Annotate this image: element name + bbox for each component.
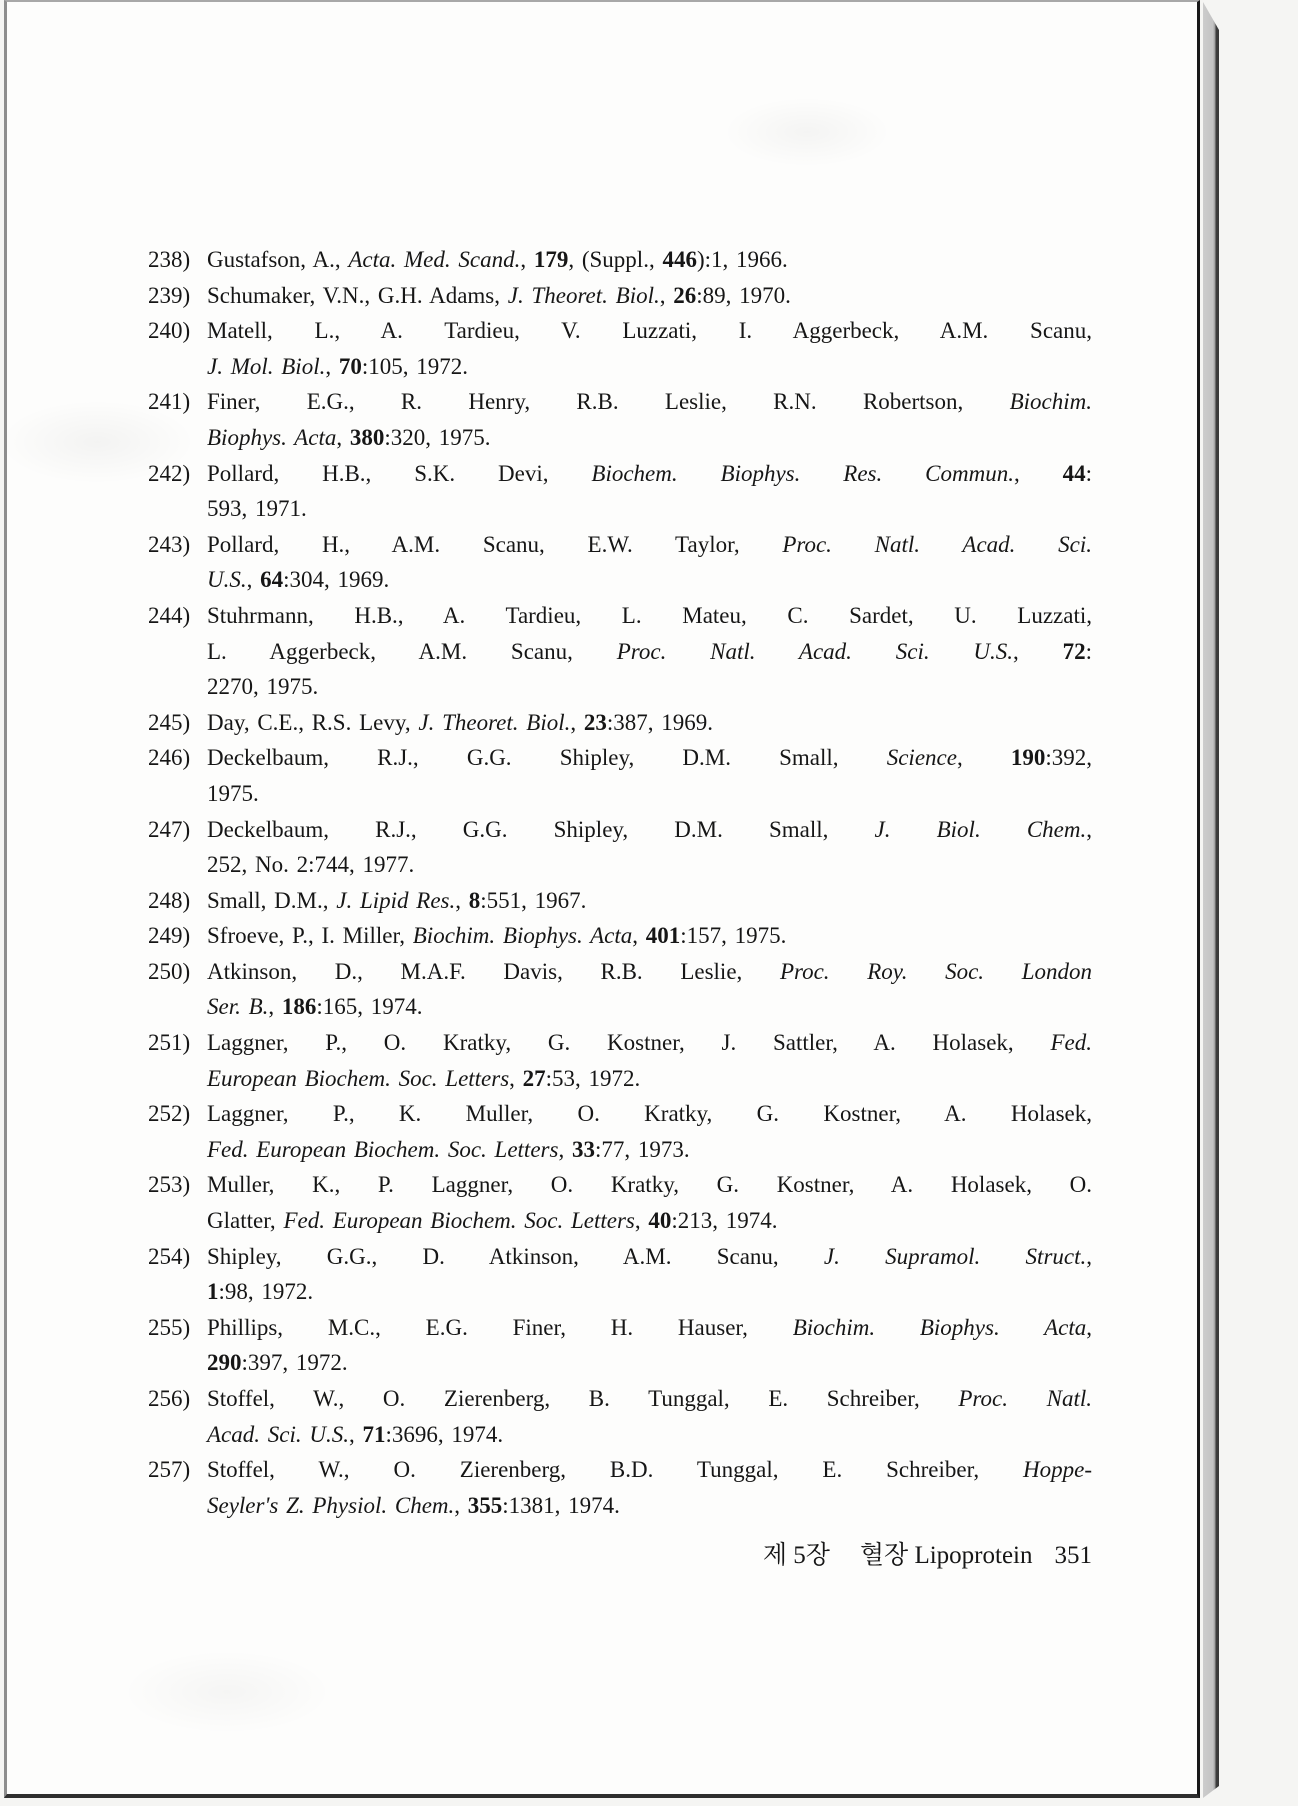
ref-text-segment: Hoppe- — [1023, 1457, 1092, 1483]
ref-text-segment: J. Mol. Biol. — [207, 353, 326, 379]
ref-text-segment: Shipley, G.G., D. Atkinson, A.M. Scanu, — [207, 1243, 824, 1269]
ref-text-segment: Matell, L., A. Tardieu, V. Luzzati, I. Aggerbeck, A.M. Scanu, — [207, 318, 1092, 344]
reference-number: 251) — [148, 1030, 191, 1056]
reference-line — [207, 776, 1092, 812]
reference-line — [207, 634, 1092, 670]
reference-item — [148, 954, 1092, 1025]
ref-text-segment: Pollard, H., A.M. Scanu, E.W. Taylor, — [207, 531, 783, 557]
ref-text-segment: , — [1086, 816, 1092, 842]
ref-text-segment: :551, 1967. — [480, 887, 587, 913]
ref-text-segment: 1 — [207, 1279, 219, 1305]
reference-number: 240) — [148, 318, 191, 344]
ref-text-segment: J. Lipid Res. — [336, 887, 456, 913]
reference-item — [148, 1310, 1092, 1381]
reference-item — [148, 1025, 1092, 1096]
reference-line — [207, 847, 1092, 883]
reference-line — [207, 562, 1092, 598]
ref-text-segment: , — [509, 1065, 523, 1091]
ref-text-segment: , — [659, 282, 674, 308]
reference-line — [207, 954, 1092, 990]
ref-text-segment: , (Suppl., — [568, 247, 663, 272]
reference-item — [148, 883, 1092, 919]
reference-line — [207, 1345, 1092, 1381]
reference-item — [148, 1239, 1092, 1310]
ref-text-segment: Biochem. Biophys. Res. Commun. — [591, 460, 1014, 486]
reference-number: 253) — [148, 1172, 191, 1198]
reference-number: 256) — [148, 1386, 191, 1411]
reference-line — [207, 812, 1092, 848]
ref-text-segment: Deckelbaum, R.J., G.G. Shipley, D.M. Small, — [207, 745, 887, 771]
ref-text-segment: J. Theoret. Biol. — [507, 282, 660, 308]
reference-item — [148, 740, 1092, 811]
reference-line — [207, 527, 1092, 563]
reference-line — [207, 1452, 1092, 1488]
ref-text-segment: 355 — [467, 1492, 503, 1518]
ref-text-segment: , — [455, 887, 469, 913]
ref-text-segment: Gustafson, A., — [207, 247, 349, 272]
reference-number: 241) — [148, 389, 191, 415]
reference-line — [207, 313, 1092, 349]
reference-number: 250) — [148, 958, 191, 984]
ref-text-segment: 64 — [260, 567, 284, 593]
reference-line — [207, 989, 1092, 1025]
reference-item — [148, 527, 1092, 598]
ref-text-segment: 446 — [662, 247, 697, 272]
reference-number: 247) — [148, 816, 191, 842]
ref-text-segment: J. Biol. Chem. — [874, 816, 1087, 842]
reference-number: 244) — [148, 602, 191, 628]
ref-text-segment: , — [634, 1208, 649, 1234]
footer-chapter-label: 제 5장 — [762, 1542, 830, 1569]
ref-text-segment: Phillips, M.C., E.G. Finer, H. Hauser, — [207, 1314, 793, 1340]
reference-number: 243) — [148, 531, 191, 557]
ref-text-segment: 290 — [207, 1350, 242, 1376]
reference-item — [148, 1381, 1092, 1452]
ref-text-segment: European Biochem. Soc. Letters — [207, 1065, 510, 1091]
footer-page-number: 351 — [1054, 1542, 1092, 1569]
ref-text-segment: Laggner, P., K. Muller, O. Kratky, G. Kostner, A. Holasek, — [207, 1101, 1092, 1127]
reference-number: 252) — [148, 1101, 191, 1127]
ref-text-segment: 23 — [583, 709, 607, 735]
ref-text-segment: :165, 1974. — [316, 994, 423, 1020]
reference-line — [207, 1274, 1092, 1310]
ref-text-segment: Biophys. Acta — [207, 424, 337, 450]
ref-text-segment: , — [336, 424, 350, 450]
ref-text-segment: , — [520, 247, 534, 272]
reference-line — [207, 740, 1092, 776]
ref-text-segment: Ser. B. — [207, 994, 269, 1020]
ref-text-segment: , — [268, 994, 282, 1020]
reference-item — [148, 278, 1092, 314]
ref-text-segment: 27 — [522, 1065, 546, 1091]
page-edge-shadow — [1203, 2, 1219, 1798]
reference-item — [148, 456, 1092, 527]
ref-text-segment: Science — [886, 745, 957, 771]
ref-text-segment: Proc. Natl. Acad. Sci. U.S. — [616, 638, 1014, 664]
reference-line — [207, 1310, 1092, 1346]
ref-text-segment: 40 — [648, 1208, 672, 1234]
ref-text-segment: 380 — [349, 424, 385, 450]
ref-text-segment: 8 — [468, 887, 481, 913]
ref-text-segment: 190 — [1010, 745, 1046, 771]
reference-item — [148, 1452, 1092, 1523]
ref-text-segment: , — [325, 353, 339, 379]
ref-text-segment: Biochim. Biophys. Acta — [412, 923, 633, 949]
ref-text-segment: Stoffel, W., O. Zierenberg, B.D. Tunggal, E. Schreiber, — [207, 1457, 1024, 1483]
reference-line — [207, 1132, 1092, 1168]
ref-text-segment: Fed. — [1050, 1030, 1092, 1056]
ref-text-segment: 70 — [338, 353, 362, 379]
reference-number: 248) — [148, 887, 191, 913]
ref-text-segment: :1381, 1974. — [502, 1492, 620, 1518]
ref-text-segment: Seyler's Z. Physiol. Chem. — [207, 1492, 455, 1518]
reference-line — [207, 1061, 1092, 1097]
ref-text-segment: Schumaker, V.N., G.H. Adams, — [207, 282, 508, 308]
reference-line — [207, 384, 1092, 420]
ref-text-segment: : — [1085, 460, 1093, 486]
ref-text-segment: :392, — [1045, 745, 1093, 771]
page-footer — [148, 1540, 1092, 1572]
ref-text-segment: Day, C.E., R.S. Levy, — [207, 709, 419, 735]
reference-line — [207, 918, 1092, 954]
reference-line — [207, 669, 1092, 705]
ref-text-segment: 44 — [1062, 460, 1086, 486]
reference-item — [148, 1167, 1092, 1238]
ref-text-segment: :213, 1974. — [671, 1208, 778, 1234]
ref-text-segment: :89, 1970. — [696, 282, 791, 308]
ref-text-segment: J. Theoret. Biol. — [418, 709, 571, 735]
ref-text-segment: 1975. — [207, 780, 259, 806]
ref-text-segment: Finer, E.G., R. Henry, R.B. Leslie, R.N. Robertson, — [207, 389, 1010, 415]
reference-line — [207, 1381, 1092, 1417]
ref-text-segment: 593, 1971. — [207, 496, 307, 522]
ref-text-segment: Glatter, — [207, 1208, 284, 1234]
ref-text-segment: :397, 1972. — [241, 1350, 348, 1376]
ref-text-segment: , — [570, 709, 584, 735]
ref-text-segment: :157, 1975. — [680, 923, 787, 949]
reference-number: 245) — [148, 709, 191, 735]
ref-text-segment: :98, 1972. — [218, 1279, 314, 1305]
ref-text-segment: L. Aggerbeck, A.M. Scanu, — [207, 638, 617, 664]
reference-line — [207, 420, 1092, 456]
ref-text-segment: Laggner, P., O. Kratky, G. Kostner, J. Sattler, A. Holasek, — [207, 1030, 1051, 1056]
ref-text-segment: , — [558, 1136, 572, 1162]
ref-text-segment: Acad. Sci. U.S. — [207, 1421, 349, 1447]
reference-item — [148, 242, 1092, 278]
ref-text-segment: , — [454, 1492, 468, 1518]
ref-text-segment: Biochim. Biophys. Acta — [792, 1314, 1087, 1340]
reference-line — [207, 1025, 1092, 1061]
ref-text-segment: : — [1085, 638, 1092, 664]
ref-text-segment: Muller, K., P. Laggner, O. Kratky, G. Kostner, A. Holasek, O. — [207, 1172, 1092, 1198]
ref-text-segment: 186 — [281, 994, 317, 1020]
reference-list — [148, 242, 1092, 1523]
reference-line — [207, 883, 1092, 919]
reference-line — [207, 1239, 1092, 1275]
reference-line — [207, 1096, 1092, 1132]
reference-number: 246) — [148, 745, 191, 771]
ref-text-segment: 33 — [571, 1136, 595, 1162]
ref-text-segment: , — [1013, 460, 1063, 486]
ref-text-segment: , — [246, 567, 261, 593]
ref-text-segment: Stuhrmann, H.B., A. Tardieu, L. Mateu, C. Sardet, U. Luzzati, — [207, 602, 1092, 628]
reference-item — [148, 384, 1092, 455]
ref-text-segment: 401 — [645, 923, 681, 949]
reference-line — [207, 278, 1092, 314]
ref-text-segment: :320, 1975. — [384, 424, 491, 450]
ref-text-segment: Proc. Natl. Acad. Sci. — [782, 531, 1093, 557]
reference-line — [207, 598, 1092, 634]
reference-line — [207, 491, 1092, 527]
ref-text-segment: ):1, 1966. — [696, 247, 788, 272]
ref-text-segment: :387, 1969. — [606, 709, 713, 735]
ref-text-segment: J. Supramol. Struct. — [823, 1243, 1087, 1269]
ref-text-segment: 2270, 1975. — [207, 674, 319, 700]
reference-line — [207, 1488, 1092, 1524]
ref-text-segment: , — [1013, 638, 1063, 664]
reference-item — [148, 705, 1092, 741]
ref-text-segment: Atkinson, D., M.A.F. Davis, R.B. Leslie, — [207, 958, 780, 984]
ref-text-segment: Small, D.M., — [207, 887, 337, 913]
reference-number: 249) — [148, 923, 191, 949]
ref-text-segment: Fed. European Biochem. Soc. Letters — [283, 1208, 635, 1234]
reference-line — [207, 349, 1092, 385]
ref-text-segment: Deckelbaum, R.J., G.G. Shipley, D.M. Small, — [207, 816, 875, 842]
ref-text-segment: 252, No. 2:744, 1977. — [207, 852, 415, 878]
ref-text-segment: 72 — [1062, 638, 1086, 664]
reference-line — [207, 1203, 1092, 1239]
reference-line — [207, 1417, 1092, 1453]
reference-number: 239) — [148, 282, 191, 308]
reference-number: 242) — [148, 460, 191, 486]
ref-text-segment: :105, 1972. — [361, 353, 468, 379]
reference-number: 238) — [148, 247, 191, 272]
ref-text-segment: U.S. — [207, 567, 247, 593]
reference-line — [207, 456, 1092, 492]
reference-item — [148, 1096, 1092, 1167]
reference-item — [148, 918, 1092, 954]
ref-text-segment: Pollard, H.B., S.K. Devi, — [207, 460, 592, 486]
ref-text-segment: Proc. Natl. — [958, 1386, 1092, 1411]
reference-item — [148, 598, 1092, 705]
ref-text-segment: , — [348, 1421, 363, 1447]
reference-number: 255) — [148, 1314, 191, 1340]
reference-item — [148, 812, 1092, 883]
ref-text-segment: , — [1086, 1314, 1092, 1340]
reference-number: 257) — [148, 1457, 191, 1483]
reference-line — [207, 242, 1092, 278]
ref-text-segment: Proc. Roy. Soc. London — [779, 958, 1092, 984]
reference-line — [207, 705, 1092, 741]
reference-number: 254) — [148, 1243, 191, 1269]
ref-text-segment: , — [1086, 1243, 1092, 1269]
ref-text-segment: :304, 1969. — [283, 567, 390, 593]
reference-line — [207, 1167, 1092, 1203]
ref-text-segment: :3696, 1974. — [385, 1421, 504, 1447]
reference-item — [148, 313, 1092, 384]
ref-text-segment: Biochim. — [1009, 389, 1092, 415]
book-page — [4, 0, 1200, 1798]
ref-text-segment: Stoffel, W., O. Zierenberg, B. Tunggal, E. Schreiber, — [207, 1386, 959, 1411]
ref-text-segment: Acta. Med. Scand. — [348, 247, 521, 272]
ref-text-segment: Sfroeve, P., I. Miller, — [207, 923, 413, 949]
ref-text-segment: Fed. European Biochem. Soc. Letters — [207, 1136, 559, 1162]
ref-text-segment: 71 — [362, 1421, 386, 1447]
ref-text-segment: , — [956, 745, 1011, 771]
ref-text-segment: :77, 1973. — [594, 1136, 690, 1162]
ref-text-segment: :53, 1972. — [545, 1065, 641, 1091]
ref-text-segment: , — [632, 923, 646, 949]
footer-section-title: 혈장 Lipoprotein — [859, 1542, 1033, 1569]
ref-text-segment: 179 — [533, 247, 569, 272]
ref-text-segment: 26 — [673, 282, 697, 308]
